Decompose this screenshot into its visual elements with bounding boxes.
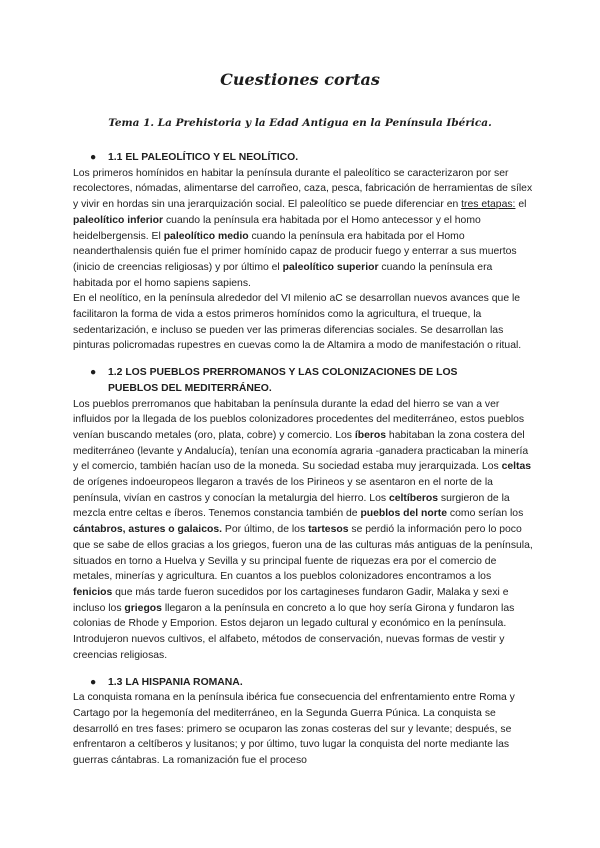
- bullet-icon: ●: [90, 152, 97, 163]
- section-heading-1-2: [73, 365, 533, 396]
- bullet-icon: ●: [90, 367, 97, 379]
- paragraph-paleolitico: Los primeros homínidos en habitar la península durante el paleolítico se caracterizaron por ser recolectores, nómadas, alimentarse del carroñeo, caza, pesca, fabricación de herramientas de sílex y vivir en hordas sin una jerarquización social. El paleolítico se puede diferenciar en tres etapas: el paleolítico inferior cuando la península era habitada por el Homo antecessor y el homo heidelbergensis. El paleolítico medio cuando la península era habitada por el Homo neanderthalensis quién fue el primer homínido capaz de producir fuego y enterrar a sus muertos (inicio de creencias religiosas) y por último el paleolítico superior cuando la península era habitada por el homo sapiens sapiens.: [73, 167, 533, 289]
- bold-term: griegos: [124, 602, 162, 614]
- paragraph-pueblos: Los pueblos prerromanos que habitaban la península durante la edad del hierro se van a ver influidos por la llegada de los pueblos colonizadores procedentes del mediterráneo, estos pueblos venían buscando metales (oro, plata, cobre) y comercio. Los íberos habitaban la zona costera del mediterráneo (levante y Andalucía), tenían una economía agraria -ganadera practicaban la minería y el comercio, también hacían uso de la moneda. Su sociedad estaba muy jerarquizada. Los celtas de orígenes indoeuropeos llegaron a través de los Pirineos y se asentaron en el norte de la península, vivían en castros y conocían la metalurgia del hierro. Los celtíberos surgieron de la mezcla entre celtas e íberos. Tenemos constancia también de pueblos del norte como serían los cántabros, astures o galaicos. Por último, de los tartesos se perdió la información pero lo poco que se sabe de ellos gracias a los griegos, fueron una de las culturas más antiguas de la península, situados en torno a Huelva y Sevilla y su principal fuente de riquezas era por el comercio de metales, minerías y agricultura. En cuantos a los pueblos colonizadores encontramos a los fenicios que más tarde fueron sucedidos por los cartagineses fundaron Gadir, Malaka y sexi e incluso los griegos llegaron a la península en concreto a lo que hoy sería Girona y fundaron las colonias de Rhode y Emporion. Estos dejaron un legado cultural y económico en la península. Introdujeron nuevos cultivos, el alfabeto, métodos de conservación, nuevas formas de vestir y creencias religiosas.: [73, 398, 533, 661]
- bold-term: fenicios: [73, 586, 113, 598]
- bold-term: celtíberos: [388, 492, 439, 504]
- bold-term: pueblos del norte: [360, 508, 448, 520]
- bold-term: celtas: [501, 461, 532, 473]
- page-title: Cuestiones cortas: [220, 70, 380, 89]
- bold-term: paleolítico superior: [282, 261, 379, 273]
- bold-term: paleolítico medio: [163, 230, 249, 242]
- bold-term: tartesos: [308, 524, 349, 536]
- document-body: [73, 150, 533, 769]
- bold-term: íberos: [354, 429, 387, 441]
- bold-term: cántabros, astures o galaicos.: [73, 524, 222, 536]
- paragraph-neolitico: En el neolítico, en la península alrededor del VI milenio aC se desarrollan nuevos avances que le facilitaron la forma de vida a estos primeros homínidos como la agricultura, el trueque, la sedentarización, e incluso se pueden ver las primeras diferencias sociales. Se desarrollan las pinturas policromadas rupestres en cuevas como la de Altamira a modo de manifestación o ritual.: [73, 293, 522, 352]
- section-heading-1-3: [73, 675, 533, 691]
- section-heading-text: 1.3 LA HISPANIA ROMANA.: [108, 676, 243, 688]
- paragraph-hispania-romana: La conquista romana en la península ibérica fue consecuencia del enfrentamiento entre Roma y Cartago por la hegemonía del mediterráneo, en la Segunda Guerra Púnica. La conquista se desarrolló en tres fases: primero se ocuparon las zonas costeras del sur y levante; después, se enfrentaron a celtíberos y lusitanos; y por último, tuvo lugar la conquista del norte mediante las guerras cántabras. La romanización fue el proceso: [73, 692, 515, 767]
- bold-term: paleolítico inferior: [73, 214, 164, 226]
- bullet-icon: ●: [90, 676, 97, 688]
- underlined-term: tres etapas:: [461, 199, 516, 211]
- section-heading-1-1: [73, 150, 533, 166]
- page-subtitle: Tema 1. La Prehistoria y la Edad Antigua en la Península Ibérica.: [108, 117, 492, 129]
- section-heading-text: 1.2 LOS PUEBLOS PRERROMANOS Y LAS COLONIZACIONES DE LOS PUEBLOS DEL MEDITERRÁNEO.: [108, 367, 458, 394]
- section-heading-text: 1.1 EL PALEOLÍTICO Y EL NEOLÍTICO.: [108, 152, 299, 163]
